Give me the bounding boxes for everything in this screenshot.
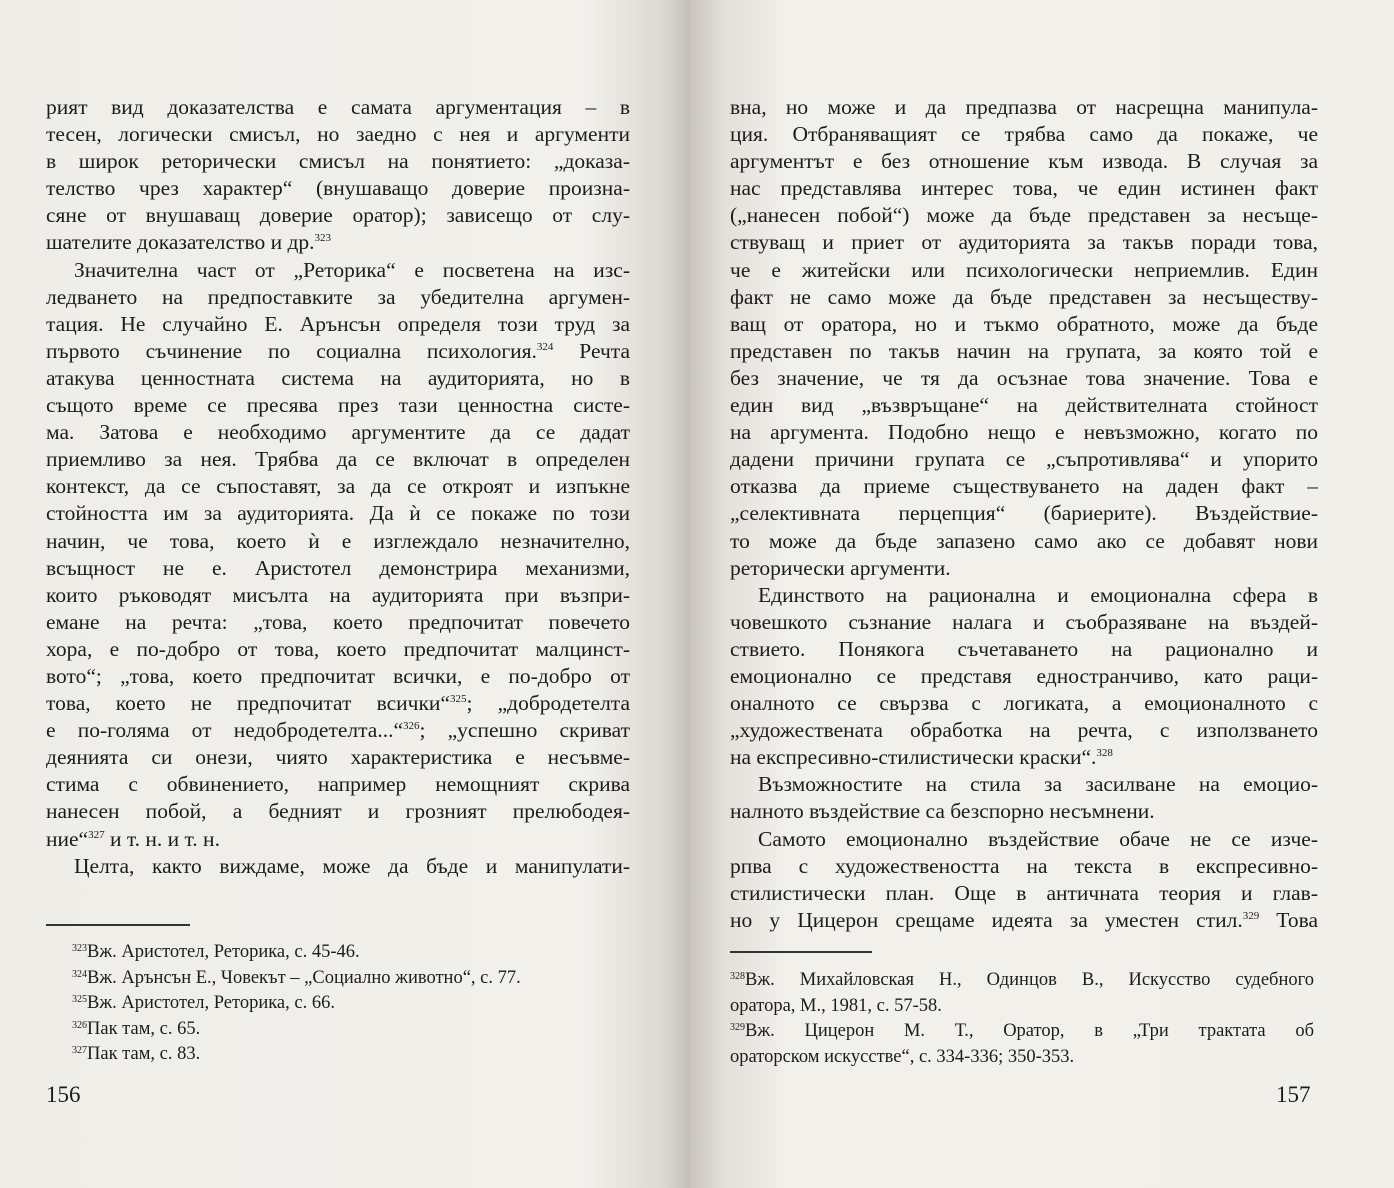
text-line: един вид „възвръщане“ на действителната стойност [730, 393, 1318, 418]
text-line: оналното се свързва с логиката, а емоционалното с [730, 691, 1318, 716]
text-line: човешкото съзнание налага и съобразяване на въздей- [730, 609, 1318, 634]
text-line: контекст, да се съпоставят, за да се откроят и изпъкне [46, 474, 630, 499]
footnote-ref: 325 [449, 693, 467, 706]
text-line: „художествената обработка на речта, с използването [730, 718, 1318, 743]
footnote: $^{329}$Вж. Цицерон М. Т., Оратор, в „Три трактата об [730, 1021, 1314, 1041]
text-line: тация. Не случайно Е. Арънсън определя този труд за [46, 311, 630, 336]
footnote: $^{328}$Вж. Михайловская Н., Одинцов В., Искусство судебного [730, 970, 1314, 990]
text-line: деянията си онези, чиято характеристика е несъвме- [46, 745, 630, 770]
footnote-ref: 326 [403, 720, 420, 733]
text-line: вото“; „това, което предпочитат всички, е по-добро от [46, 663, 630, 688]
text-line: нас представлява интерес това, че един истинен факт [730, 176, 1318, 201]
footnote: $^{323}$Вж. Аристотел, Реторика, с. 45-46. [72, 942, 360, 962]
text-line: това, което не предпочитат всички“$^{325}$; „добродетелта [46, 691, 630, 716]
footnote-number: 328 [730, 971, 745, 982]
footnote: оратора, М., 1981, с. 57-58. [730, 995, 942, 1016]
text-line: е по-голяма от недобродетелта...“$^{326}$; „успешно скриват [46, 718, 630, 743]
text-line: ствуващ и приет от аудиторията за такъв поради това, [730, 230, 1318, 255]
left-page [0, 0, 690, 1188]
text-line: всъщност не е. Аристотел демонстрира механизми, [46, 555, 630, 580]
footnote-number: 327 [72, 1045, 87, 1056]
footnote-ref: 323 [314, 232, 332, 245]
text-line: но у Цицерон срещаме идеята за уместен стил.$^{329}$ Това [730, 907, 1318, 932]
footnote: $^{325}$Вж. Аристотел, Реторика, с. 66. [72, 993, 335, 1013]
text-line: телство чрез характер“ (внушаващо доверие произна- [46, 176, 630, 201]
left-footnotes [72, 940, 632, 1068]
right-page [690, 0, 1394, 1188]
text-line: реторически аргументи. [730, 555, 951, 580]
text-line: същото време се пресява през тази ценностна систе- [46, 393, 630, 418]
text-line: хора, е по-добро от това, което предпочитат малцинст- [46, 636, 630, 661]
text-line: Единството на рационална и емоционална сфера в [758, 582, 1318, 607]
text-line: ма. Затова е необходимо аргументите да се дадат [46, 420, 630, 445]
text-line: аргументът е без отношение към извода. В случая за [730, 149, 1318, 174]
right-footnotes [730, 968, 1314, 1070]
text-line: представен по такъв начин на групата, за която той е [730, 338, 1318, 363]
text-line: рият вид доказателства е самата аргументация – в [46, 95, 630, 119]
text-line: стима с обвинението, например немощният скрива [46, 772, 630, 797]
footnote: $^{324}$Вж. Арънсън Е., Човекът – „Социално животно“, с. 77. [72, 967, 521, 988]
text-line: на експресивно-стилистически краски“.$^{328}$ [730, 745, 1113, 770]
text-line: начин, че това, което ѝ е изглеждало незначително, [46, 528, 630, 553]
footnote-ref: 329 [1242, 909, 1260, 922]
text-line: Значителна част от „Реторика“ е посветена на изс- [74, 257, 630, 282]
footnote-ref: 327 [88, 828, 105, 841]
text-line: то може да бъде запазено само ако се добавят нови [730, 528, 1318, 553]
text-line: че е житейски или психологически неприемлив. Един [730, 257, 1318, 282]
text-line: стойността им за аудиторията. Да ѝ се покаже по този [46, 501, 630, 526]
footnote-number: 326 [72, 1019, 87, 1031]
text-line: сяне от внушаващ доверие оратор); зависещо от слу- [46, 203, 630, 228]
text-line: рпва с художествеността на текста в експресивно- [730, 853, 1318, 878]
text-line: отказва да приеме съществуването на даден факт – [730, 474, 1318, 499]
footnote-number: 325 [72, 994, 87, 1005]
text-line: ция. Отбраняващият се трябва само да покаже, че [730, 122, 1318, 147]
footnote-number: 324 [72, 968, 87, 980]
text-line: ващ от оратора, но и тъкмо обратното, може да бъде [730, 311, 1318, 336]
text-line: („нанесен побой“) може да бъде представен за несъще- [730, 203, 1318, 228]
footnote-ref: 328 [1096, 747, 1113, 760]
text-line: стилистически план. Още в античната теория и глав- [730, 880, 1318, 905]
right-page-body [730, 94, 1318, 934]
text-line: „селективната перцепция“ (бариерите). Въздействие- [730, 501, 1318, 526]
footnote: $^{327}$Пак там, с. 83. [72, 1044, 201, 1064]
text-line: атакува ценностната система на аудиторията, но в [46, 365, 630, 390]
text-line: които ръководят мисълта на аудиторията при възпри- [46, 582, 630, 607]
left-page-number: 156 [46, 1082, 81, 1107]
text-line: емане на речта: „това, което предпочитат повечето [46, 609, 630, 634]
left-page-body [46, 94, 630, 880]
text-line: в широк реторически смисъл на понятието: „доказа- [46, 149, 630, 174]
text-line: ствието. Понякога съчетаването на рационално и [730, 636, 1318, 661]
text-line: нанесен побой, а бедният и грозният прелюбодея- [46, 799, 630, 824]
text-line: вна, но може и да предпазва от насрещна манипула- [730, 95, 1318, 119]
text-line: тесен, логически смисъл, но заедно с нея и аргументи [46, 122, 630, 147]
left-footnote-rule [46, 924, 190, 926]
text-line: ледването на предпоставките за убедителна аргумен- [46, 284, 630, 309]
text-line: налното въздействие са безспорно несъмнени. [730, 799, 1155, 824]
text-line: Целта, както виждаме, може да бъде и манипулати- [74, 853, 630, 878]
text-line: без значение, че тя да осъзнае това значение. Това е [730, 365, 1318, 390]
text-line: емоционално се представя едностранчиво, като раци- [730, 663, 1318, 688]
text-line: на аргумента. Подобно нещо е невъзможно, когато по [730, 420, 1318, 445]
text-line: първото съчинение по социална психология.$^{324}$ Речта [46, 338, 630, 363]
text-line: дадени причини групата се „съпротивлява“ и упорито [730, 447, 1318, 472]
footnote-number: 323 [72, 943, 87, 954]
text-line: ние“$^{327}$ и т. н. и т. н. [46, 826, 220, 851]
footnote: ораторском искусстве“, с. 334-336; 350-353. [730, 1046, 1075, 1067]
text-line: Възможностите на стила за засилване на емоцио- [758, 772, 1318, 797]
text-line: приемливо за нея. Трябва да се включат в определен [46, 447, 630, 472]
footnote: $^{326}$Пак там, с. 65. [72, 1018, 201, 1039]
text-line: факт не само може да бъде представен за несъществу- [730, 284, 1318, 309]
right-footnote-rule [730, 951, 872, 953]
text-line: шателите доказателство и др.$^{323}$ [46, 230, 332, 255]
text-line: Самото емоционално въздействие обаче не се изче- [758, 826, 1318, 851]
right-page-number: 157 [1276, 1082, 1311, 1107]
footnote-number: 329 [730, 1022, 745, 1033]
footnote-ref: 324 [536, 340, 554, 353]
